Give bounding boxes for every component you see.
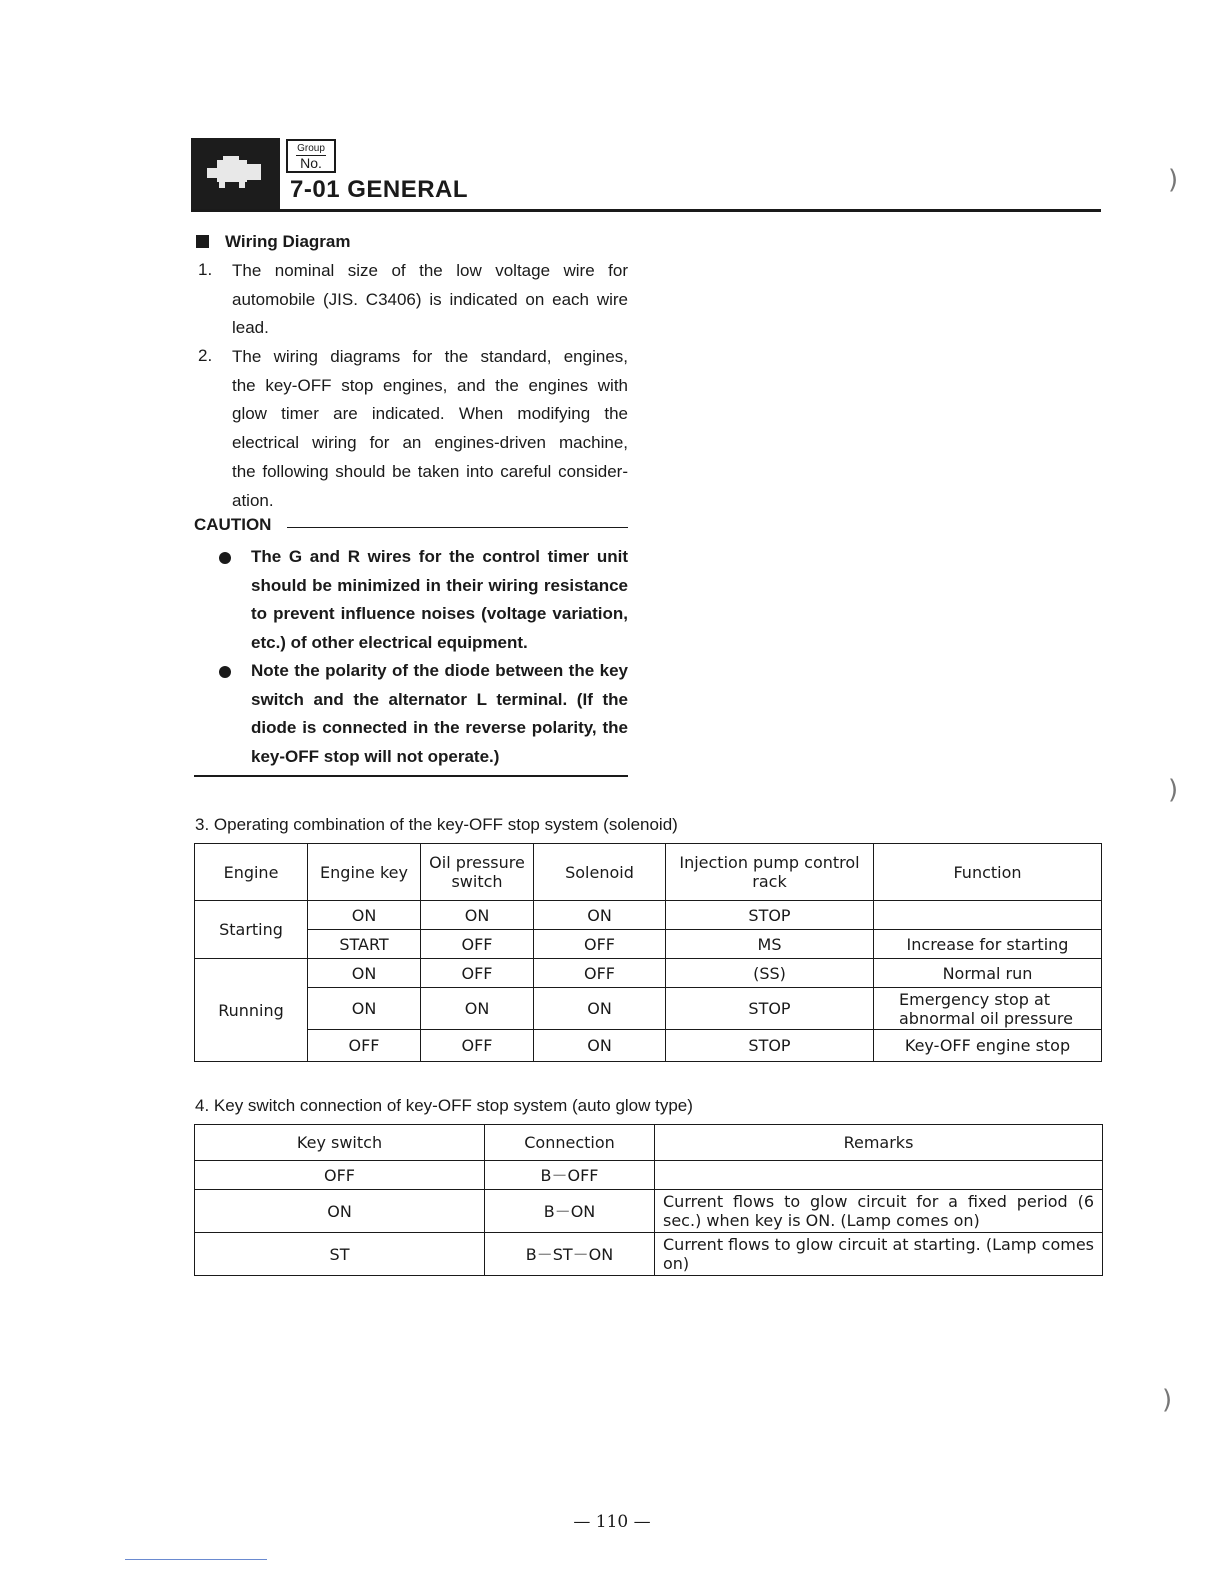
caution-bullet-1 bbox=[251, 543, 628, 658]
text-line: The G and R wires for the control timer unit bbox=[251, 547, 628, 566]
table-cell: ON bbox=[534, 988, 666, 1030]
header-cell: Injection pump control rack bbox=[666, 844, 874, 901]
table1-caption: 3. Operating combination of the key-OFF stop system (solenoid) bbox=[195, 815, 678, 834]
item-number: 1. bbox=[198, 260, 213, 279]
section-title: Wiring Diagram bbox=[225, 232, 351, 251]
table-cell: ON bbox=[308, 959, 421, 988]
table-cell: STOP bbox=[666, 1030, 874, 1062]
table-cell: MS bbox=[666, 930, 874, 959]
header-cell: Key switch bbox=[195, 1125, 485, 1161]
header-cell: Connection bbox=[485, 1125, 655, 1161]
operating-combination-table bbox=[194, 843, 1102, 1062]
footer-rule bbox=[125, 1559, 267, 1560]
table-row bbox=[195, 901, 1102, 930]
no-label: No. bbox=[296, 155, 326, 170]
table-cell: OFF bbox=[421, 1030, 534, 1062]
square-bullet-icon bbox=[196, 235, 209, 248]
page-title: 7-01 GENERAL bbox=[290, 176, 469, 203]
table-row bbox=[195, 930, 1102, 959]
text-line: diode is connected in the reverse polarity, the bbox=[251, 718, 628, 738]
table-cell: OFF bbox=[308, 1030, 421, 1062]
table-header-row bbox=[195, 1125, 1103, 1161]
table-cell: ST bbox=[195, 1233, 485, 1276]
text-line: The nominal size of the low voltage wire for bbox=[232, 261, 628, 280]
text-line: key-OFF stop will not operate.) bbox=[251, 747, 500, 767]
table-cell bbox=[655, 1161, 1103, 1190]
text-line: the key-OFF stop engines, and the engines with bbox=[232, 375, 628, 395]
text-line: electrical wiring for an engines-driven machine, bbox=[232, 433, 628, 453]
caution-bullet-2 bbox=[251, 657, 628, 772]
table-row bbox=[195, 1190, 1103, 1233]
table-cell: OFF bbox=[195, 1161, 485, 1190]
text-line: to prevent influence noises (voltage variation, bbox=[251, 604, 628, 624]
table2-caption: 4. Key switch connection of key-OFF stop system (auto glow type) bbox=[195, 1096, 693, 1115]
table-cell: START bbox=[308, 930, 421, 959]
table-cell: OFF bbox=[421, 930, 534, 959]
header-cell: Engine bbox=[195, 844, 308, 901]
table-cell: B－OFF bbox=[485, 1161, 655, 1190]
table-cell: OFF bbox=[534, 959, 666, 988]
section-heading bbox=[196, 232, 350, 252]
page-number: — 110 — bbox=[573, 1512, 651, 1532]
header-cell: Remarks bbox=[655, 1125, 1103, 1161]
text-line: switch and the alternator L terminal. (If the bbox=[251, 689, 628, 709]
header-cell: Function bbox=[874, 844, 1102, 901]
table-row bbox=[195, 1030, 1102, 1062]
caution-end-rule bbox=[194, 775, 628, 777]
text-line: automobile (JIS. C3406) is indicated on each wire bbox=[232, 289, 628, 309]
binder-hole-mark: ) bbox=[1168, 775, 1179, 805]
group-number-box bbox=[286, 139, 336, 173]
table-cell: OFF bbox=[421, 959, 534, 988]
row-group-starting: Starting bbox=[195, 901, 308, 959]
table-cell: STOP bbox=[666, 901, 874, 930]
text-line: the following should be taken into careful consider- bbox=[232, 461, 628, 481]
table-cell: ON bbox=[421, 901, 534, 930]
table-row bbox=[195, 959, 1102, 988]
key-switch-connection-table bbox=[194, 1124, 1103, 1276]
text-line: should be minimized in their wiring resistance bbox=[251, 575, 628, 595]
binder-hole-mark: ) bbox=[1162, 1385, 1173, 1415]
table-cell bbox=[874, 901, 1102, 930]
table-cell: B－ON bbox=[485, 1190, 655, 1233]
table-row bbox=[195, 1161, 1103, 1190]
group-label: Group bbox=[297, 143, 325, 154]
text-line: etc.) of other electrical equipment. bbox=[251, 633, 528, 653]
binder-hole-mark: ) bbox=[1168, 165, 1179, 195]
item-number: 2. bbox=[198, 346, 213, 365]
engine-icon bbox=[201, 154, 271, 194]
table-cell: (SS) bbox=[666, 959, 874, 988]
table-cell: ON bbox=[421, 988, 534, 1030]
table-cell: Emergency stop at abnormal oil pressure bbox=[874, 988, 1102, 1030]
table-cell: Current flows to glow circuit for a fixed period (6 sec.) when key is ON. (Lamp comes on) bbox=[655, 1190, 1103, 1233]
header-cell: Solenoid bbox=[534, 844, 666, 901]
table-cell: ON bbox=[308, 988, 421, 1030]
table-cell: Normal run bbox=[874, 959, 1102, 988]
item-1-text bbox=[232, 257, 628, 343]
text-line: ation. bbox=[232, 490, 274, 510]
caution-rule bbox=[287, 527, 628, 528]
table-cell: B－ST－ON bbox=[485, 1233, 655, 1276]
table-cell: OFF bbox=[534, 930, 666, 959]
table-cell: Key-OFF engine stop bbox=[874, 1030, 1102, 1062]
table-cell: STOP bbox=[666, 988, 874, 1030]
header-cell: Engine key bbox=[308, 844, 421, 901]
table-cell: ON bbox=[308, 901, 421, 930]
item-2-text bbox=[232, 343, 628, 515]
text-line: Note the polarity of the diode between the key bbox=[251, 661, 628, 680]
table-cell: ON bbox=[195, 1190, 485, 1233]
caution-label: CAUTION bbox=[194, 515, 272, 534]
table-cell: Increase for starting bbox=[874, 930, 1102, 959]
header-rule bbox=[191, 209, 1101, 212]
table-cell: Current flows to glow circuit at starting. (Lamp comes on) bbox=[655, 1233, 1103, 1276]
header-cell: Oil pressure switch bbox=[421, 844, 534, 901]
filled-circle-icon bbox=[219, 552, 231, 564]
table-row bbox=[195, 1233, 1103, 1276]
header-engine-block bbox=[191, 138, 280, 209]
text-line: lead. bbox=[232, 318, 269, 338]
table-row bbox=[195, 988, 1102, 1030]
row-group-running: Running bbox=[195, 959, 308, 1062]
table-header-row bbox=[195, 844, 1102, 901]
table-cell: ON bbox=[534, 1030, 666, 1062]
filled-circle-icon bbox=[219, 666, 231, 678]
text-line: The wiring diagrams for the standard, engines, bbox=[232, 347, 628, 366]
table-cell: ON bbox=[534, 901, 666, 930]
text-line: glow timer are indicated. When modifying the bbox=[232, 404, 628, 424]
